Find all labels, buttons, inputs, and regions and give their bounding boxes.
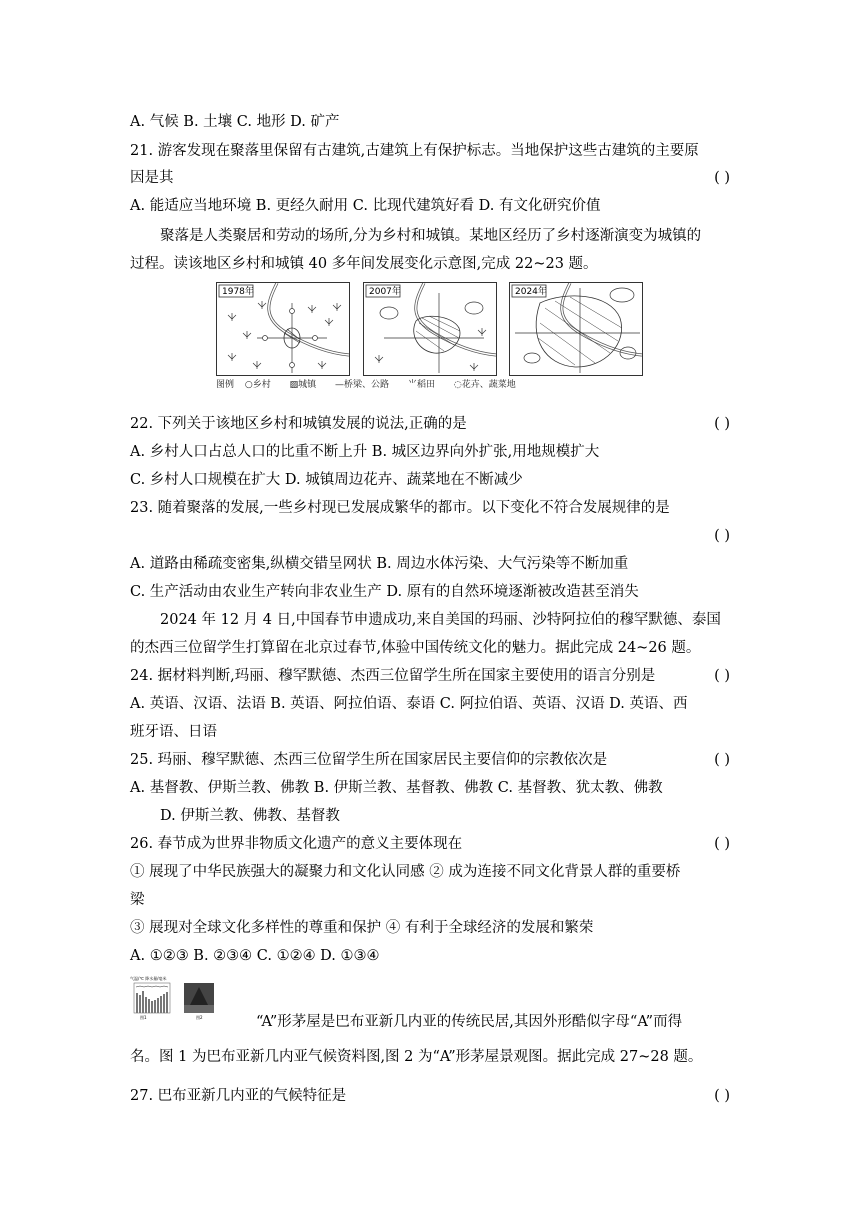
q26-options: A. ①②③ B. ②③④ C. ①②④ D. ①③④ bbox=[130, 948, 380, 964]
answer-paren: ( ) bbox=[714, 170, 730, 186]
q26-item-2-cont: 梁 bbox=[130, 892, 145, 908]
png-climate-figures bbox=[130, 975, 220, 1021]
fig1-caption: 图1 bbox=[140, 1015, 147, 1020]
q25-options-cont: D. 伊斯兰教、佛教、基督教 bbox=[160, 808, 340, 824]
map-2024-drawing bbox=[510, 283, 642, 375]
legend-town: ▨城镇 bbox=[289, 380, 317, 390]
intro-settlement-cont: 过程。读该地区乡村和城镇 40 多年间发展变化示意图,完成 22~23 题。 bbox=[130, 256, 598, 272]
map-2007-drawing bbox=[364, 283, 496, 375]
panel-year-label: 1978年 bbox=[222, 287, 254, 297]
figure-legend bbox=[216, 379, 642, 391]
intro-spring-festival: 2024 年 12 月 4 日,中国春节申遗成功,来自美国的玛丽、沙特阿拉伯的穆罕默德、泰国 bbox=[160, 612, 721, 628]
answer-paren: ( ) bbox=[714, 416, 730, 432]
legend-road: —桥梁、公路 bbox=[335, 380, 390, 390]
map-panel-1978 bbox=[216, 282, 350, 376]
intro-a-hut: “A”形茅屋是巴布亚新几内亚的传统民居,其因外形酷似字母“A”而得 bbox=[256, 1014, 683, 1030]
settlement-change-figure bbox=[216, 282, 642, 394]
map-panel-2007 bbox=[363, 282, 497, 376]
intro-a-hut-cont: 名。图 1 为巴布亚新几内亚气候资料图,图 2 为“A”形茅屋景观图。据此完成 27~28 题。 bbox=[130, 1049, 703, 1065]
q23-options-b: C. 生产活动由农业生产转向非农业生产 D. 原有的自然环境逐渐被改造甚至消失 bbox=[130, 584, 639, 600]
q24-options-cont: 班牙语、日语 bbox=[130, 724, 217, 740]
legend-paddy: ⺌稻田 bbox=[407, 380, 435, 390]
q26-item-3-4: ③ 展现对全球文化多样性的尊重和保护 ④ 有利于全球经济的发展和繁荣 bbox=[130, 920, 594, 936]
panel-year-label: 2007年 bbox=[369, 287, 401, 297]
q21-options: A. 能适应当地环境 B. 更经久耐用 C. 比现代建筑好看 D. 有文化研究价值 bbox=[130, 198, 601, 214]
answer-paren: ( ) bbox=[714, 836, 730, 852]
q26-item-1-2: ① 展现了中华民族强大的凝聚力和文化认同感 ② 成为连接不同文化背景人群的重要桥 bbox=[130, 864, 681, 880]
q22-options-a: A. 乡村人口占总人口的比重不断上升 B. 城区边界向外扩张,用地规模扩大 bbox=[130, 444, 600, 460]
q23-options-a: A. 道路由稀疏变密集,纵横交错呈网状 B. 周边水体污染、大气污染等不断加重 bbox=[130, 556, 629, 572]
q25-stem: 25. 玛丽、穆罕默德、杰西三位留学生所在国家居民主要信仰的宗教依次是 ( ) bbox=[130, 752, 730, 768]
panel-year-label: 2024年 bbox=[515, 287, 547, 297]
legend-title: 图例 bbox=[216, 380, 235, 390]
q25-options: A. 基督教、伊斯兰教、佛教 B. 伊斯兰教、基督教、佛教 C. 基督教、犹太教、佛教 bbox=[130, 780, 663, 796]
map-panel-2024 bbox=[509, 282, 643, 376]
answer-paren: ( ) bbox=[714, 1088, 730, 1104]
answer-paren: ( ) bbox=[714, 668, 730, 684]
climate-and-hut-thumbnails bbox=[130, 975, 220, 1021]
q22-options-b: C. 乡村人口规模在扩大 D. 城镇周边花卉、蔬菜地在不断减少 bbox=[130, 472, 523, 488]
legend-flower-field: ◌花卉、蔬菜地 bbox=[453, 380, 516, 390]
fig2-caption: 图2 bbox=[196, 1015, 203, 1020]
q23-stem: 23. 随着聚落的发展,一些乡村现已发展成繁华的都市。以下变化不符合发展规律的是 bbox=[130, 500, 670, 516]
intro-settlement: 聚落是人类聚居和劳动的场所,分为乡村和城镇。某地区经历了乡村逐渐演变为城镇的 bbox=[160, 228, 702, 244]
q27-stem: 27. 巴布亚新几内亚的气候特征是 ( ) bbox=[130, 1088, 730, 1104]
q22-stem: 22. 下列关于该地区乡村和城镇发展的说法,正确的是 ( ) bbox=[130, 416, 730, 432]
map-1978-drawing bbox=[217, 283, 349, 375]
q21-stem-cont: 因是其 ( ) bbox=[130, 170, 730, 186]
legend-village: ○乡村 bbox=[244, 380, 271, 390]
q20-options: A. 气候 B. 土壤 C. 地形 D. 矿产 bbox=[130, 114, 340, 130]
q21-stem: 21. 游客发现在聚落里保留有古建筑,古建筑上有保护标志。当地保护这些古建筑的主要原 bbox=[130, 143, 699, 159]
q24-options: A. 英语、汉语、法语 B. 英语、阿拉伯语、泰语 C. 阿拉伯语、英语、汉语 D. 英语、西 bbox=[130, 696, 688, 712]
q24-stem: 24. 据材料判断,玛丽、穆罕默德、杰西三位留学生所在国家主要使用的语言分别是 ( ) bbox=[130, 668, 730, 684]
answer-paren: ( ) bbox=[714, 752, 730, 768]
q26-stem: 26. 春节成为世界非物质文化遗产的意义主要体现在 ( ) bbox=[130, 836, 730, 852]
answer-paren: ( ) bbox=[714, 528, 730, 544]
intro-spring-festival-cont: 的杰西三位留学生打算留在北京过春节,体验中国传统文化的魅力。据此完成 24~26 题。 bbox=[130, 640, 701, 656]
mini-header: 气温/℃ 降水量/毫米 bbox=[130, 976, 167, 981]
